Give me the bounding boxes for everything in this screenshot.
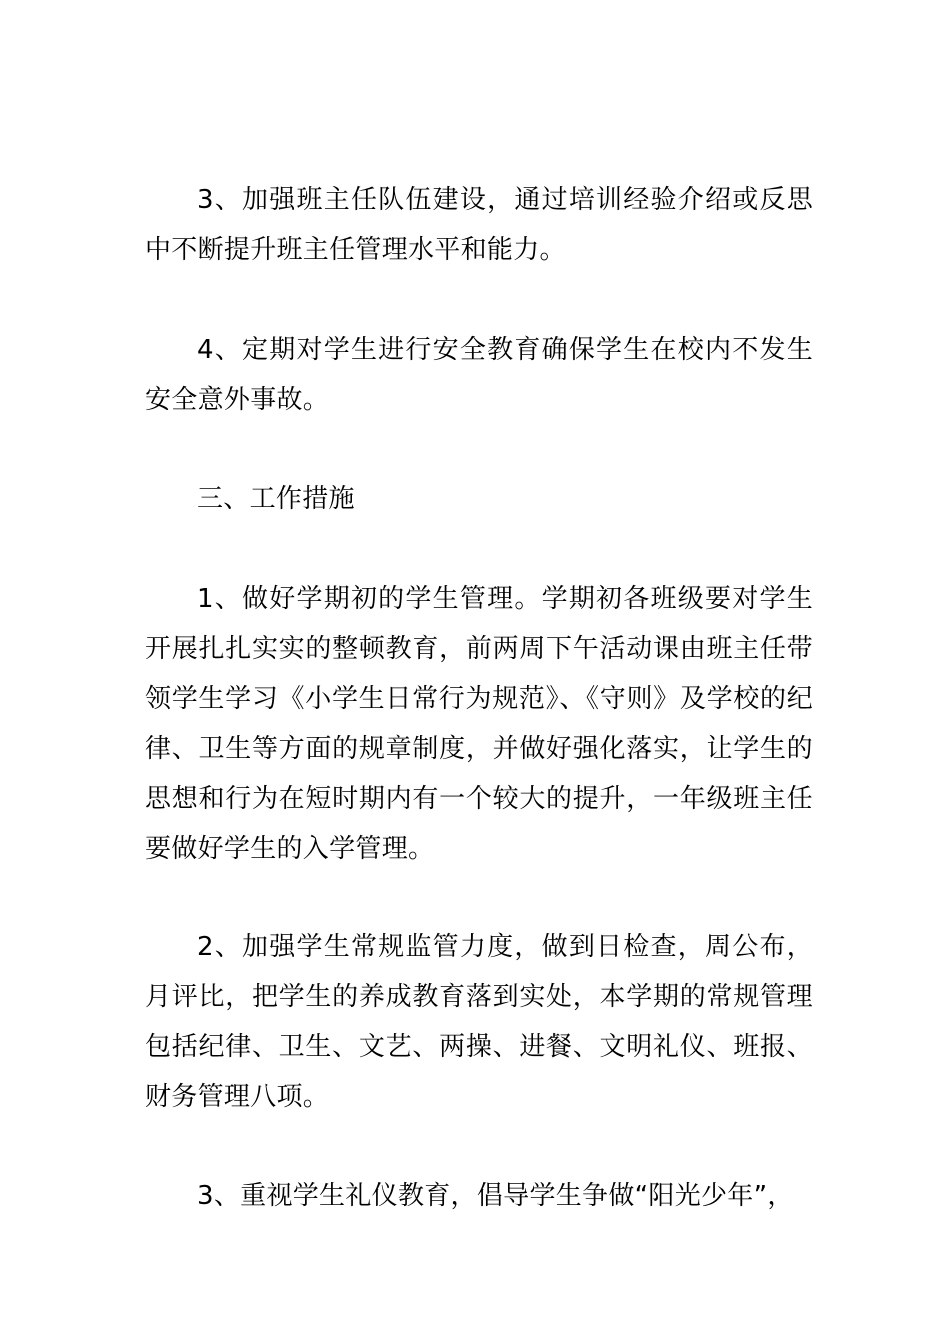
- paragraph-measure-2: 2、加强学生常规监管力度，做到日检查，周公布，月评比，把学生的养成教育落到实处，本学期的常规管理包括纪律、卫生、文艺、两操、进餐、文明礼仪、班报、财务管理八项。: [145, 932, 813, 1112]
- paragraph-measure-3: 3、重视学生礼仪教育，倡导学生争做“阳光少年”，: [197, 1181, 794, 1211]
- paragraph-goal-3: 3、加强班主任队伍建设，通过培训经验介绍或反思中不断提升班主任管理水平和能力。: [145, 185, 813, 265]
- section-heading: 三、工作措施: [197, 484, 355, 514]
- paragraph-measure-1: 1、做好学期初的学生管理。学期初各班级要对学生开展扎扎实实的整顿教育，前两周下午活动课由班主任带领学生学习《小学生日常行为规范》、《守则》及学校的纪律、卫生等方面的规章制度，并做好强化落实，让学生的思想和行为在短时期内有一个较大的提升，一年级班主任要做好学生的入学管理。: [145, 584, 813, 864]
- paragraph-goal-4: 4、定期对学生进行安全教育确保学生在校内不发生安全意外事故。: [145, 335, 813, 415]
